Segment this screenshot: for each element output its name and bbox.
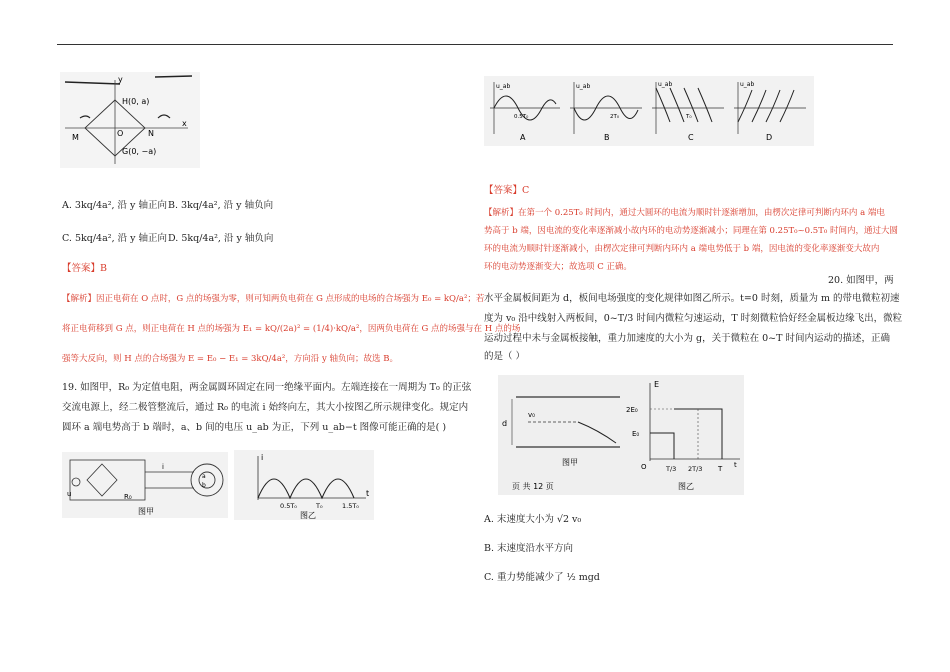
- q20-page-footer: 页 共 12 页: [512, 482, 554, 491]
- q20-label-d: d: [502, 419, 508, 428]
- q19-right-tick-15: 1.5T₀: [342, 502, 359, 510]
- q18-option-a: A. 3kq/4a², 沿 y 轴正向: [62, 200, 167, 211]
- q18-label-m: M: [72, 133, 79, 142]
- graph-c-tick: T₀: [686, 114, 692, 120]
- q19-left-label-r0: R₀: [124, 493, 132, 501]
- q19-analysis-line4: 环的电动势逐渐变大；故选项 C 正确。: [484, 262, 632, 272]
- q18-figure: [60, 72, 200, 168]
- q20-label-t3: T/3: [666, 465, 677, 473]
- q18-option-c: C. 5kq/4a², 沿 y 轴正向: [62, 233, 168, 244]
- q18-label-o: O: [117, 129, 124, 138]
- q19-answer: 【答案】C: [484, 185, 530, 196]
- q19-line3: 圆环 a 端电势高于 b 端时，a、b 间的电压 u_ab 为正，下列 u_ab−t 图像可能正确的是( ): [62, 422, 447, 433]
- q20-label-t: T: [718, 465, 723, 473]
- q19-left-caption: 图甲: [138, 507, 154, 516]
- q19-left-label-b: b: [202, 482, 206, 489]
- q20-label-e0: E₀: [632, 430, 640, 438]
- q18-label-g: G(0, −a): [122, 147, 157, 156]
- q20-option-c: C. 重力势能减少了 ½ mgd: [484, 572, 600, 583]
- q19-figure-right: [234, 450, 374, 520]
- q19-right-axis-t: t: [366, 489, 370, 498]
- q18-option-d: D. 5kq/4a², 沿 y 轴负向: [168, 233, 274, 244]
- q20-left-caption: 图甲: [562, 458, 578, 467]
- q18-answer: 【答案】B: [62, 263, 107, 274]
- q19-analysis-line3: 环的电流为顺时针逐渐减小，由楞次定律可判断内环内 a 端电势低于 b 端，因电流的变化率逐渐变大故内: [484, 244, 880, 254]
- q18-label-n: N: [148, 129, 154, 138]
- graph-d-caption: D: [766, 133, 773, 142]
- q20-line2: 水平金属板间距为 d，板间电场强度的变化规律如图乙所示。t=0 时刻，质量为 m 的带电微粒初速: [484, 293, 900, 304]
- q20-label-v0: v₀: [528, 411, 535, 419]
- graph-a-tick: 0.5T₀: [514, 114, 529, 120]
- q19-analysis-line2: 势高于 b 端，因电流的变化率逐渐减小故内环的电动势逐渐减小；同理在第 0.25T₀~0.5T₀ 时间内，通过大圆: [484, 226, 898, 236]
- q19-option-graphs: [484, 76, 814, 146]
- q19-right-tick-05: 0.5T₀: [280, 502, 297, 510]
- q20-line1: 20. 如图甲，两: [828, 275, 894, 286]
- q19-analysis-line1: 【解析】在第一个 0.25T₀ 时间内，通过大圆环的电流为顺时针逐渐增加，由楞次定律可判断内环内 a 端电: [484, 208, 885, 218]
- q20-option-b: B. 末速度沿水平方向: [484, 543, 574, 554]
- q20-label-2e0: 2E₀: [626, 406, 638, 414]
- q20-line4: 运动过程中未与金属板接触，重力加速度的大小为 g，关于微粒在 0~T 时间内运动的描述，正确: [484, 333, 890, 344]
- q20-right-caption: 图乙: [678, 482, 694, 491]
- graph-b-axis: u_ab: [576, 83, 591, 90]
- q19-right-axis-i: i: [261, 453, 264, 462]
- graph-b-caption: B: [604, 133, 610, 142]
- q20-label-o: O: [641, 463, 647, 471]
- q19-line2: 交流电源上，经二极管整流后，通过 R₀ 的电流 i 始终向左，其大小按图乙所示规律变化。规定内: [62, 402, 469, 413]
- graph-a-caption: A: [520, 133, 526, 142]
- q18-analysis-line2: 将正电荷移到 G 点，则正电荷在 H 点的场强为 E₁ = kQ/(2a)² = (1/4)·kQ/a²，因两负电荷在 G 点的场强与在 H 点的场: [62, 324, 521, 334]
- q18-label-x: x: [182, 119, 187, 128]
- q20-label-2t3: 2T/3: [688, 465, 703, 473]
- q20-label-taxis: t: [734, 461, 737, 469]
- q19-left-label-i: i: [162, 463, 164, 471]
- q20-line3: 度为 v₀ 沿中线射入两板间，0~T/3 时间内微粒匀速运动，T 时刻微粒恰好经金属板边缘飞出，微粒: [484, 313, 903, 324]
- q18-label-y: y: [118, 75, 123, 84]
- q19-figure-left: [62, 452, 228, 518]
- q20-label-e: E: [654, 380, 660, 389]
- graph-a-axis: u_ab: [496, 83, 511, 90]
- q19-right-caption: 图乙: [300, 511, 316, 520]
- header-rule: [57, 44, 893, 45]
- q20-option-a: A. 末速度大小为 √2 v₀: [484, 514, 582, 525]
- q19-left-label-u: u: [67, 490, 72, 498]
- q18-analysis-line3: 强等大反向，则 H 点的合场强为 E = E₀ − E₁ = 3kQ/4a²，方向沿 y 轴负向；故选 B。: [62, 354, 398, 364]
- q19-right-tick-1: T₀: [316, 502, 323, 510]
- graph-b-tick: 2T₀: [610, 114, 620, 120]
- q20-line5: 的是（ ）: [484, 351, 526, 362]
- q18-option-b: B. 3kq/4a², 沿 y 轴负向: [168, 200, 274, 211]
- q18-label-h: H(0, a): [122, 97, 150, 106]
- graph-c-axis: u_ab: [658, 81, 673, 88]
- q19-line1: 19. 如图甲，R₀ 为定值电阻，两金属圆环固定在同一绝缘平面内。左端连接在一周期为 T₀ 的正弦: [62, 382, 472, 393]
- q19-left-label-a: a: [202, 473, 206, 480]
- graph-d-axis: u_ab: [740, 81, 755, 88]
- q20-figure: [498, 375, 744, 495]
- q18-analysis-line1: 【解析】因正电荷在 O 点时，G 点的场强为零，则可知两负电荷在 G 点形成的电场的合场强为 E₀ = kQ/a²；若: [62, 294, 485, 304]
- graph-c-caption: C: [688, 133, 694, 142]
